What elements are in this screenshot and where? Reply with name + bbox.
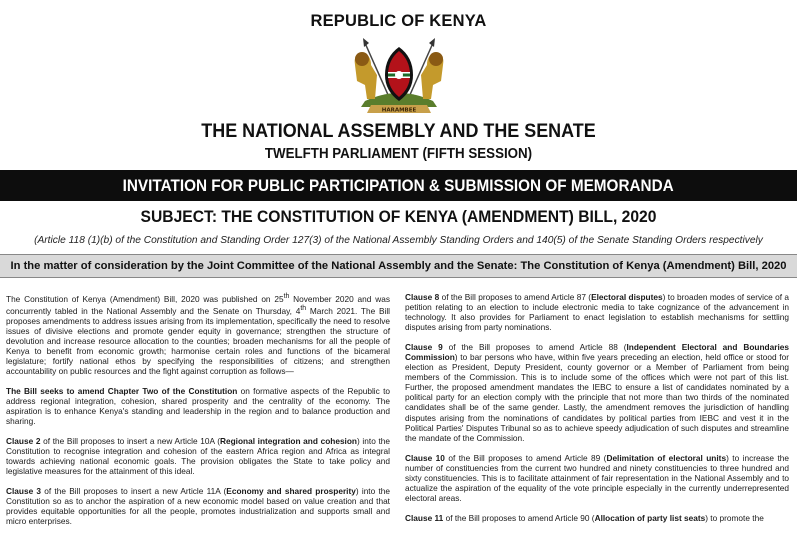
left-column (6, 292, 390, 535)
clause-11-paragraph: Clause 11 of the Bill proposes to amend Article 90 (Allocation of party list seats) to promote the (405, 512, 764, 523)
banner-text: INVITATION FOR PUBLIC PARTICIPATION & SUBMISSION OF MEMORANDA (122, 176, 675, 195)
emblem-motto: HARAMBEE (381, 107, 417, 114)
clause-8-paragraph: Clause 8 of the Bill proposes to amend Article 87 (Electoral disputes) to broaden modes of service of a petition relating to an election to include electronic media to take cognizance of the advancement in technology. It also provides for Parliament to enact legislation to establish mechanisms for settling disputes arising from party nominations. (405, 292, 789, 333)
subject-heading: SUBJECT: THE CONSTITUTION OF KENYA (AMENDMENT) BILL, 2020 (140, 207, 657, 226)
republic-title: REPUBLIC OF KENYA (310, 12, 487, 30)
invitation-banner (0, 170, 797, 201)
matter-bar: In the matter of consideration by the Joint Committee of the National Assembly and the Senate: The Constitution of Kenya (Amendment) Bill, 2020 (0, 254, 797, 278)
session-title: TWELFTH PARLIAMENT (FIFTH SESSION) (264, 146, 533, 162)
chapter-two-paragraph: The Bill seeks to amend Chapter Two of the Constitution on formative aspects of the Republic to address regional integration, cohesion, shared prosperity and the centrality of the economy. The aspiration is to enhance Kenya's standing and leadership in the region and to balance production and sharing. (6, 385, 391, 427)
clause-2-paragraph: Clause 2 of the Bill proposes to insert a new Article 10A (Regional integration and cohesion) into the Constitution to recognise integration and cohesion of the eastern Africa region and Africa as integral towards achieving national economic goals. The provision obligates the State to take policy and legislative measures for the attainment of this ideal. (6, 436, 390, 477)
article-reference: (Article 118 (1)(b) of the Constitution and Standing Order 127(3) of the National Assembly Standing Orders and 140(5) of the Senate Standing Orders respectively (34, 235, 763, 246)
clause-10-paragraph: Clause 10 of the Bill proposes to amend Article 89 (Delimitation of electoral units) to increase the number of constituencies from the current two hundred and ninety constituencies to three hundred and sixty constituencies. This is to facilitate attainment of fair representation in the National Assembly and to actualize the aspiration of the equality of the vote principle especially in the currently underrepresented electoral areas. (405, 452, 789, 503)
kenya-coat-of-arms-icon (345, 35, 453, 117)
house-title: THE NATIONAL ASSEMBLY AND THE SENATE (201, 120, 596, 142)
intro-paragraph: The Constitution of Kenya (Amendment) Bill, 2020 was published on 25th November 2020 and was concurrently tabled in the National Assembly and the Senate on Thursday, 4th March 2021. The Bill proposes amendments to address issues arising from its implementation, specifically the need to resolve issues of divisive elections and promote gender equity in governance; strengthen the structure of devolution and increase resource allocation to the counties; broaden mechanisms for all the people of Kenya to benefit from economic growth; harmonise certain roles and functions of the bicameral legislature; fortify national ethos by specifying the responsibilities of citizens; and strengthen accountability on public resources and the fight against corruption as follows— (6, 293, 391, 376)
clause-9-paragraph: Clause 9 of the Bill proposes to amend Article 88 (Independent Electoral and Boundaries Commission) to bar persons who have, within five years preceding an election, held office or stood for election as President, Deputy President, county governor or a Member of Parliament from being members of the Commission. This is to include some of the offices which were not part of this list. Further, the proposed amendment mandates the IEBC to ensure a list of candidates nominated by a political party for an election comply with the principle that not more than two thirds of the nominated candidates shall be of the same gender. Lastly, the amendment removes the jurisdiction of handling disputes arising from the nominations of candidates by political parties from IEBC and vest it in the Political Parties' Disputes Tribunal so as to achieve speedy adjudication of such disputes and streamline the mandate of the Commission. (405, 342, 789, 443)
right-column (405, 292, 789, 533)
clause-3-paragraph: Clause 3 of the Bill proposes to insert a new Article 11A (Economy and shared prosperity) into the Constitution so as to anchor the aspiration of a new economic model based on value creation and that provides equitable opportunities for all the people, promotes industrialization and supports small and micro enterprises. (6, 486, 390, 527)
